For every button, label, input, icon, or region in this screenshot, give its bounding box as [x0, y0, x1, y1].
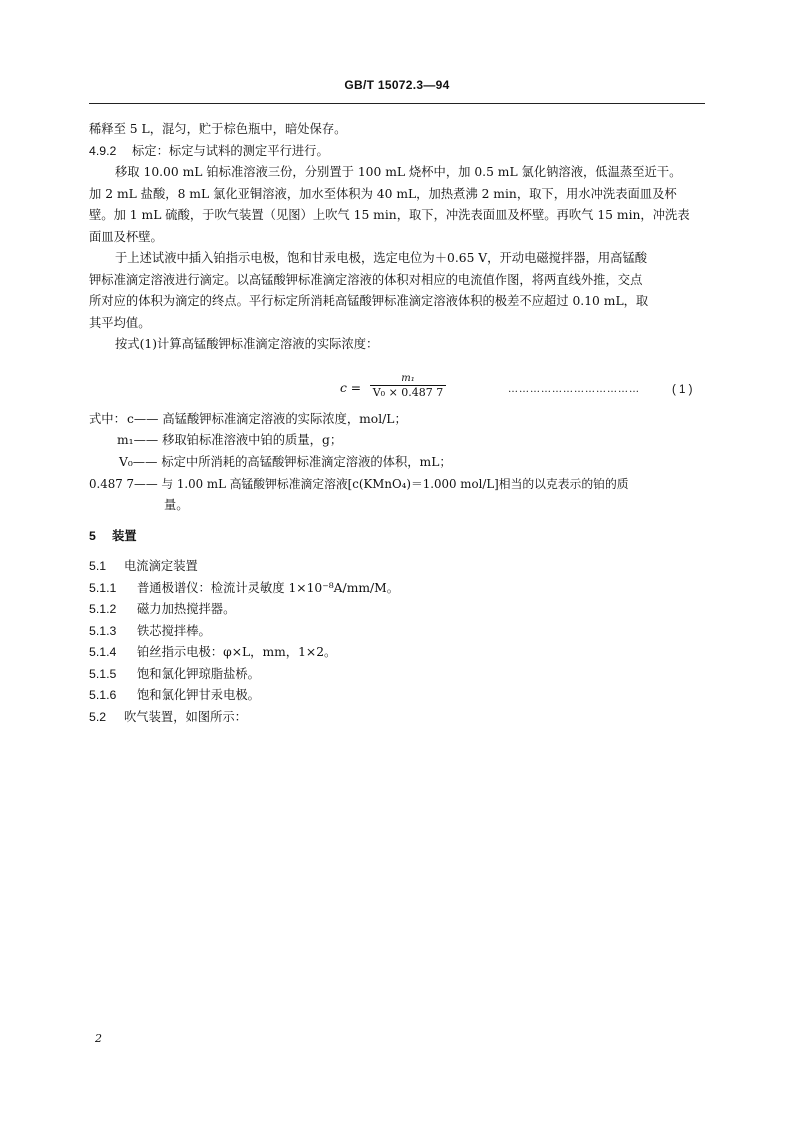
- clause-number: 5.1.6: [89, 688, 117, 702]
- text-line: 于上述试液中插入铂指示电极，饱和甘汞电极，选定电位为＋0.65 V，开动电磁搅拌器，用高锰酸: [115, 251, 648, 265]
- clause-number: 5.1: [89, 559, 107, 573]
- formula-number: ( 1 ): [672, 384, 693, 396]
- text-line: 壁。加 1 mL 硫酸，于吹气装置（见图）上吹气 15 min，取下，冲洗表面皿及杯壁。再吹气 15 min，冲洗表: [89, 208, 690, 222]
- text-line: 移取 10.00 mL 铂标准溶液三份，分别置于 100 mL 烧杯中，加 0.5 mL 氯化钠溶液，低温蒸至近干。: [115, 165, 682, 179]
- legend-c: c—— 高锰酸钾标准滴定溶液的实际浓度，mol/L；: [127, 412, 407, 426]
- text-line: 标定：标定与试料的测定平行进行。: [132, 144, 329, 158]
- clause-text: 铁芯搅拌棒。: [137, 624, 211, 638]
- legend-m1: m₁—— 移取铂标准溶液中铂的质量，g；: [117, 433, 343, 447]
- page-header: GB/T 15072.3—94: [344, 78, 450, 92]
- clause-text: 铂丝指示电极：φ×L，mm，1×2。: [137, 645, 337, 659]
- text-line: 所对应的体积为滴定的终点。平行标定所消耗高锰酸钾标准滴定溶液体积的极差不应超过 0.10 mL，取: [89, 294, 649, 308]
- clause-number: 5.2: [89, 710, 107, 724]
- text-line: 加 2 mL 盐酸，8 mL 氯化亚铜溶液，加水至体积为 40 mL，加热煮沸 2 min，取下，用水冲洗表面皿及杯: [89, 187, 677, 201]
- text-line: 按式(1)计算高锰酸钾标准滴定溶液的实际浓度：: [115, 337, 379, 351]
- clause-number: 5.1.1: [89, 581, 117, 595]
- legend-coefficient-cont: 量。: [164, 498, 189, 512]
- section-number: 5: [89, 529, 96, 543]
- formula-denominator: V₀ × 0.487 7: [372, 386, 444, 399]
- clause-number: 5.1.4: [89, 645, 117, 659]
- page-number: 2: [95, 1032, 102, 1045]
- text-line: 其平均值。: [89, 316, 151, 330]
- formula-numerator: m₁: [401, 373, 415, 384]
- clause-text: 磁力加热搅拌器。: [137, 602, 236, 616]
- text-line: 稀释至 5 L，混匀，贮于棕色瓶中，暗处保存。: [89, 122, 347, 136]
- text-line: 钾标准滴定溶液进行滴定。以高锰酸钾标准滴定溶液的体积对相应的电流值作图，将两直线外推，交点: [89, 273, 643, 287]
- clause-number: 5.1.5: [89, 667, 117, 681]
- clause-text: 饱和氯化钾琼脂盐桥。: [137, 667, 260, 681]
- clause-text: 吹气装置，如图所示：: [124, 710, 247, 724]
- header-rule: [89, 103, 705, 104]
- clause-number: 5.1.2: [89, 602, 117, 616]
- clause-text: 普通极谱仪：检流计灵敏度 1×10⁻⁸A/mm/M。: [137, 581, 400, 595]
- clause-number: 5.1.3: [89, 624, 117, 638]
- clause-number: 4.9.2: [89, 144, 117, 158]
- legend-intro: 式中：: [89, 412, 126, 426]
- clause-text: 饱和氯化钾甘汞电极。: [137, 688, 260, 702]
- legend-coefficient: 0.487 7—— 与 1.00 mL 高锰酸钾标准滴定溶液[c(KMnO₄)＝1.000 mol/L]相当的以克表示的铂的质: [89, 477, 629, 491]
- clause-text: 电流滴定装置: [124, 559, 198, 573]
- formula-fraction: [368, 372, 448, 400]
- section-title: 装置: [112, 528, 137, 543]
- formula-lhs: c =: [340, 381, 362, 395]
- legend-v0: V₀—— 标定中所消耗的高锰酸钾标准滴定溶液的体积，mL；: [119, 455, 452, 469]
- formula-leader-dots: ………………………………: [508, 384, 640, 395]
- text-line: 面皿及杯壁。: [89, 230, 163, 244]
